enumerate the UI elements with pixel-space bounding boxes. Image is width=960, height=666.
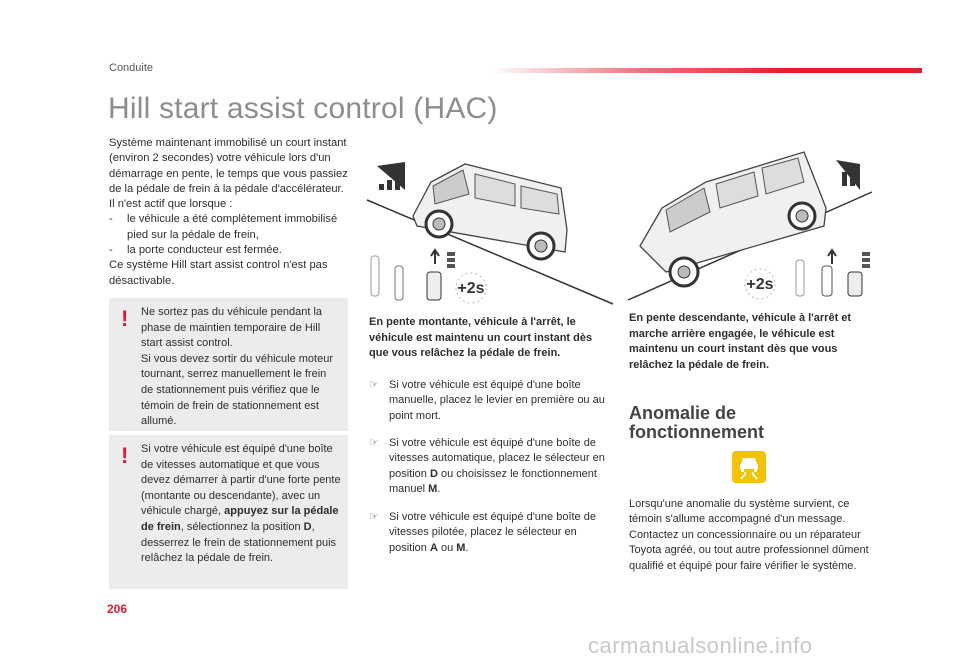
warning-position-d: D: [303, 520, 312, 533]
note-text: Si votre véhicule est équipé d'une boîte manuelle, placez le levier en première ou au point mort.: [389, 379, 605, 422]
page-number: 206: [107, 602, 128, 616]
header-accent-bar: [490, 68, 922, 73]
pedals-icon: [796, 250, 870, 296]
timer-label: +2s: [746, 276, 774, 293]
anomaly-title: Anomalie de fonctionnement: [629, 403, 764, 442]
condition-item: - le véhicule a été complètement immobilisé pied sur la pédale de frein,: [109, 212, 349, 243]
warning-text: [141, 305, 341, 430]
pedals-icon: [371, 250, 455, 300]
page-title: Hill start assist control (HAC): [108, 92, 498, 125]
downhill-van-illustration: [626, 148, 876, 306]
condition-item: - la porte conducteur est fermée.: [109, 243, 349, 258]
note-position-m: M: [428, 483, 438, 496]
warning-text-line: Ne sortez pas du véhicule pendant la phase de maintien temporaire de Hill start assist control.: [141, 306, 323, 350]
van-icon: [413, 164, 567, 259]
warning-text: [141, 442, 341, 567]
warning-exclamation-icon: !: [121, 443, 129, 468]
note-manual-gearbox: [369, 378, 609, 424]
note-text-part: .: [437, 483, 441, 496]
note-text-part: .: [465, 541, 469, 554]
note-text-part: ou choisissez le fonctionnement manuel: [389, 467, 597, 496]
conditions-list: [109, 212, 349, 258]
note-text: [389, 510, 609, 556]
note-position-d: D: [429, 467, 438, 480]
intro-text: [109, 136, 349, 289]
note-piloted-gearbox: [369, 510, 609, 556]
warning-text-part: , sélectionnez la position: [180, 520, 304, 533]
pointer-icon: ☞: [369, 437, 379, 449]
warning-box-exit: [109, 298, 348, 431]
timer-icon: [745, 269, 775, 299]
anomaly-text: Lorsqu'une anomalie du système survient, ce témoin s'allume accompagné d'un message. Contactez un concessionnaire ou un réparateur Toyota agréé, ou tout autre professionnel dûment qualifié et équipé pour faire vérifier le système.: [629, 498, 869, 572]
intro-conditions-heading: Il n'est actif que lorsque :: [109, 198, 233, 211]
note-text-part: Si votre véhicule est équipé d'une boîte de vitesses pilotée, placez le sélecteur en position: [389, 511, 596, 554]
uphill-caption: En pente montante, véhicule à l'arrêt, le véhicule est maintenu un court instant dès que vous relâchez la pédale de frein.: [369, 316, 593, 360]
section-header: Conduite: [109, 62, 154, 74]
pointer-icon: ☞: [369, 511, 379, 523]
pointer-icon: ☞: [369, 379, 379, 391]
intro-closing: Ce système Hill start assist control n'est pas désactivable.: [109, 259, 328, 287]
uphill-van-illustration: [365, 148, 615, 306]
warning-text-line: Si vous devez sortir du véhicule moteur tournant, serrez manuellement le frein de stationnement puis vérifiez que le témoin de frein de stationnement est allumé.: [141, 352, 333, 428]
timer-icon: [456, 273, 486, 303]
warning-text-part: Si votre véhicule est équipé d'une boîte de vitesses automatique et que vous devez démarrer à partir d'une forte pente (montante ou descendante), avec un véhicule chargé,: [141, 443, 341, 518]
warning-box-automatic: [109, 435, 348, 589]
note-text: [389, 436, 609, 498]
warning-text-bold: appuyez sur la pédale de frein: [141, 505, 339, 533]
warning-exclamation-icon: !: [121, 306, 129, 331]
warning-text-part: , desserrez le frein de stationnement puis relâchez la pédale de frein.: [141, 520, 337, 565]
downhill-caption: En pente descendante, véhicule à l'arrêt et marche arrière engagée, le véhicule est maintenu un court instant dès que vous relâchez la pédale de frein.: [629, 312, 852, 371]
uphill-arrow-icon: [377, 162, 405, 190]
note-text-part: ou: [437, 541, 457, 554]
note-position-a: A: [429, 541, 438, 554]
watermark: carmanualsonline.info: [588, 633, 813, 658]
intro-paragraph: Système maintenant immobilisé un court instant (environ 2 secondes) votre véhicule lors d'un démarrage en pente, le temps que vous passiez de la pédale de frein à la pédale d'accélérateur.: [109, 137, 348, 195]
skid-warning-icon: [732, 451, 766, 483]
downhill-arrow-icon: [836, 160, 860, 190]
note-position-m: M: [456, 541, 466, 554]
note-automatic-gearbox: [369, 436, 609, 498]
timer-label: +2s: [457, 280, 485, 297]
note-text-part: Si votre véhicule est équipé d'une boîte de vitesses automatique, placez le sélecteur en position: [389, 437, 605, 480]
